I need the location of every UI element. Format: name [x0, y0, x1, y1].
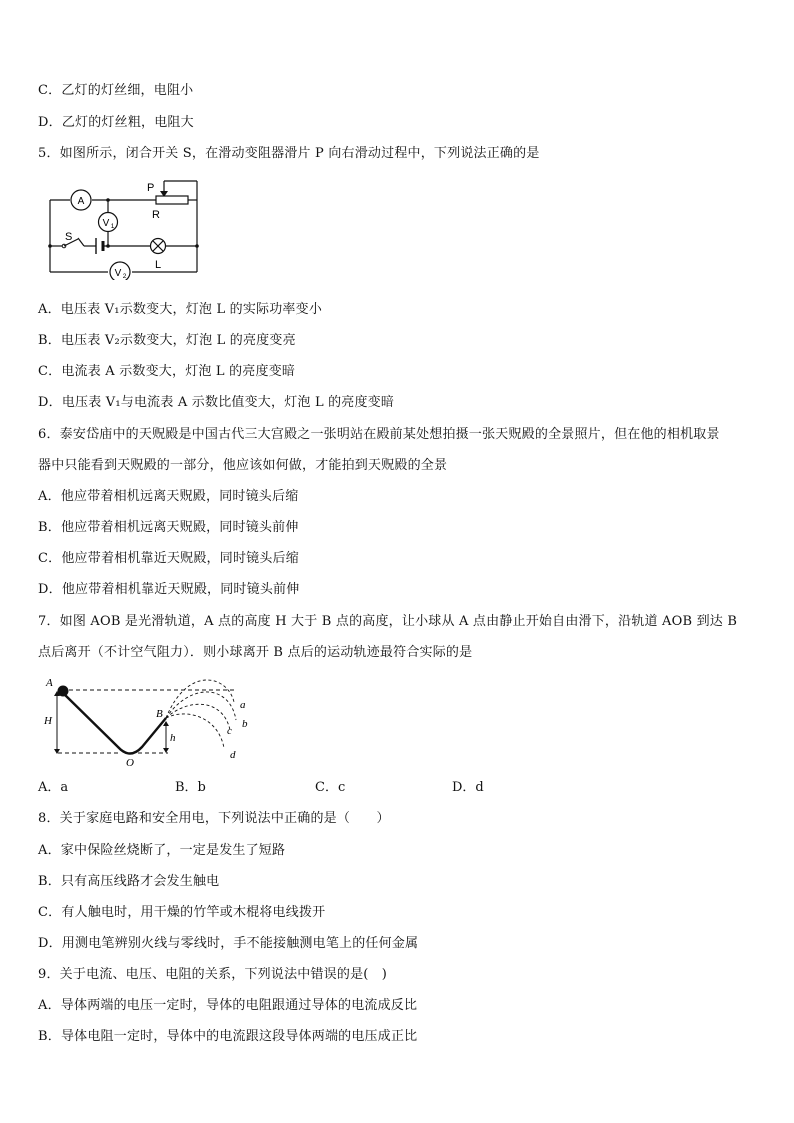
label-o-point: O: [126, 757, 134, 769]
q8-stem: 8．关于家庭电路和安全用电，下列说法中正确的是（ ）: [38, 811, 390, 826]
label-curve-a: a: [240, 699, 246, 711]
q9-option-a: A．导体两端的电压一定时，导体的电阻跟通过导体的电流成反比: [38, 998, 418, 1013]
q8-option-b: B．只有高压线路才会发生触电: [38, 874, 220, 889]
label-p: P: [147, 182, 155, 194]
voltmeter-v2-icon: [110, 262, 130, 280]
label-s: S: [65, 231, 73, 243]
label-h-small: h: [170, 732, 176, 744]
q7-track-diagram: [38, 672, 268, 770]
q9-option-b: B．导体电阻一定时，导体中的电流跟这段导体两端的电压成正比: [38, 1029, 418, 1044]
q6-stem-line2: 器中只能看到天贶殿的一部分，他应该如何做，才能拍到天贶殿的全景: [38, 458, 448, 473]
q9-stem: 9．关于电流、电压、电阻的关系，下列说法中错误的是( ): [38, 967, 388, 982]
q8-option-c: C．有人触电时，用干燥的竹竿或木棍将电线拨开: [38, 905, 326, 920]
q7-option-c: C．c: [315, 780, 346, 795]
q4-option-d: D．乙灯的灯丝粗，电阻大: [38, 115, 194, 130]
voltmeter-v1-icon: [99, 213, 118, 232]
q6-option-a: A．他应带着相机远离天贶殿，同时镜头后缩: [38, 489, 299, 504]
svg-text:V: V: [102, 218, 110, 229]
lamp-icon: [151, 239, 166, 254]
q5-stem: 5．如图所示，闭合开关 S，在滑动变阻器滑片 P 向右滑动过程中，下列说法正确的是: [38, 146, 540, 161]
label-r: R: [152, 209, 160, 221]
ammeter-icon: [71, 190, 91, 210]
svg-text:A: A: [77, 196, 85, 207]
q5-option-d: D．电压表 V₁与电流表 A 示数比值变大，灯泡 L 的亮度变暗: [38, 395, 395, 410]
q8-option-d: D．用测电笔辨别火线与零线时，手不能接触测电笔上的任何金属: [38, 936, 419, 951]
label-l: L: [155, 259, 162, 271]
trajectory-b: [166, 692, 236, 720]
svg-text:V: V: [114, 268, 122, 279]
trajectory-c: [166, 704, 230, 730]
svg-text:2: 2: [122, 273, 127, 280]
q6-option-d: D．他应带着相机靠近天贶殿，同时镜头前伸: [38, 582, 300, 597]
q5-circuit-diagram: [40, 176, 205, 280]
slider-arrow-icon: [160, 181, 168, 197]
trajectory-a: [166, 680, 234, 718]
label-curve-b: b: [242, 718, 248, 730]
q7-stem-line1: 7．如图 AOB 是光滑轨道，A 点的高度 H 大于 B 点的高度，让小球从 A 点由静止开始自由滑下，沿轨道 AOB 到达 B: [38, 614, 738, 629]
q6-option-b: B．他应带着相机远离天贶殿，同时镜头前伸: [38, 520, 299, 535]
q6-stem-line1: 6．泰安岱庙中的天贶殿是中国古代三大宫殿之一张明站在殿前某处想拍摄一张天贶殿的全景照片，但在他的相机取景: [38, 427, 720, 442]
svg-text:1: 1: [110, 223, 115, 230]
q7-option-d: D．d: [452, 780, 484, 795]
label-curve-c: c: [227, 725, 232, 737]
q6-option-c: C．他应带着相机靠近天贶殿，同时镜头后缩: [38, 551, 299, 566]
label-b-point: B: [156, 708, 163, 720]
label-h-big: H: [44, 715, 52, 727]
q5-option-c: C．电流表 A 示数变大，灯泡 L 的亮度变暗: [38, 364, 296, 379]
q5-option-a: A．电压表 V₁示数变大，灯泡 L 的实际功率变小: [38, 302, 323, 317]
q4-option-c: C．乙灯的灯丝细，电阻小: [38, 83, 194, 98]
q8-option-a: A．家中保险丝烧断了，一定是发生了短路: [38, 843, 286, 858]
label-a-point: A: [46, 677, 53, 689]
q7-option-b: B．b: [175, 780, 206, 795]
q7-option-a: A．a: [38, 780, 69, 795]
track-aob: [62, 692, 166, 754]
q5-option-b: B．电压表 V₂示数变大，灯泡 L 的亮度变亮: [38, 333, 296, 348]
battery-icon: [96, 238, 103, 254]
q7-stem-line2: 点后离开（不计空气阻力）．则小球离开 B 点后的运动轨迹最符合实际的是: [38, 645, 473, 660]
rheostat-symbol: [156, 196, 188, 204]
label-curve-d: d: [230, 749, 236, 761]
